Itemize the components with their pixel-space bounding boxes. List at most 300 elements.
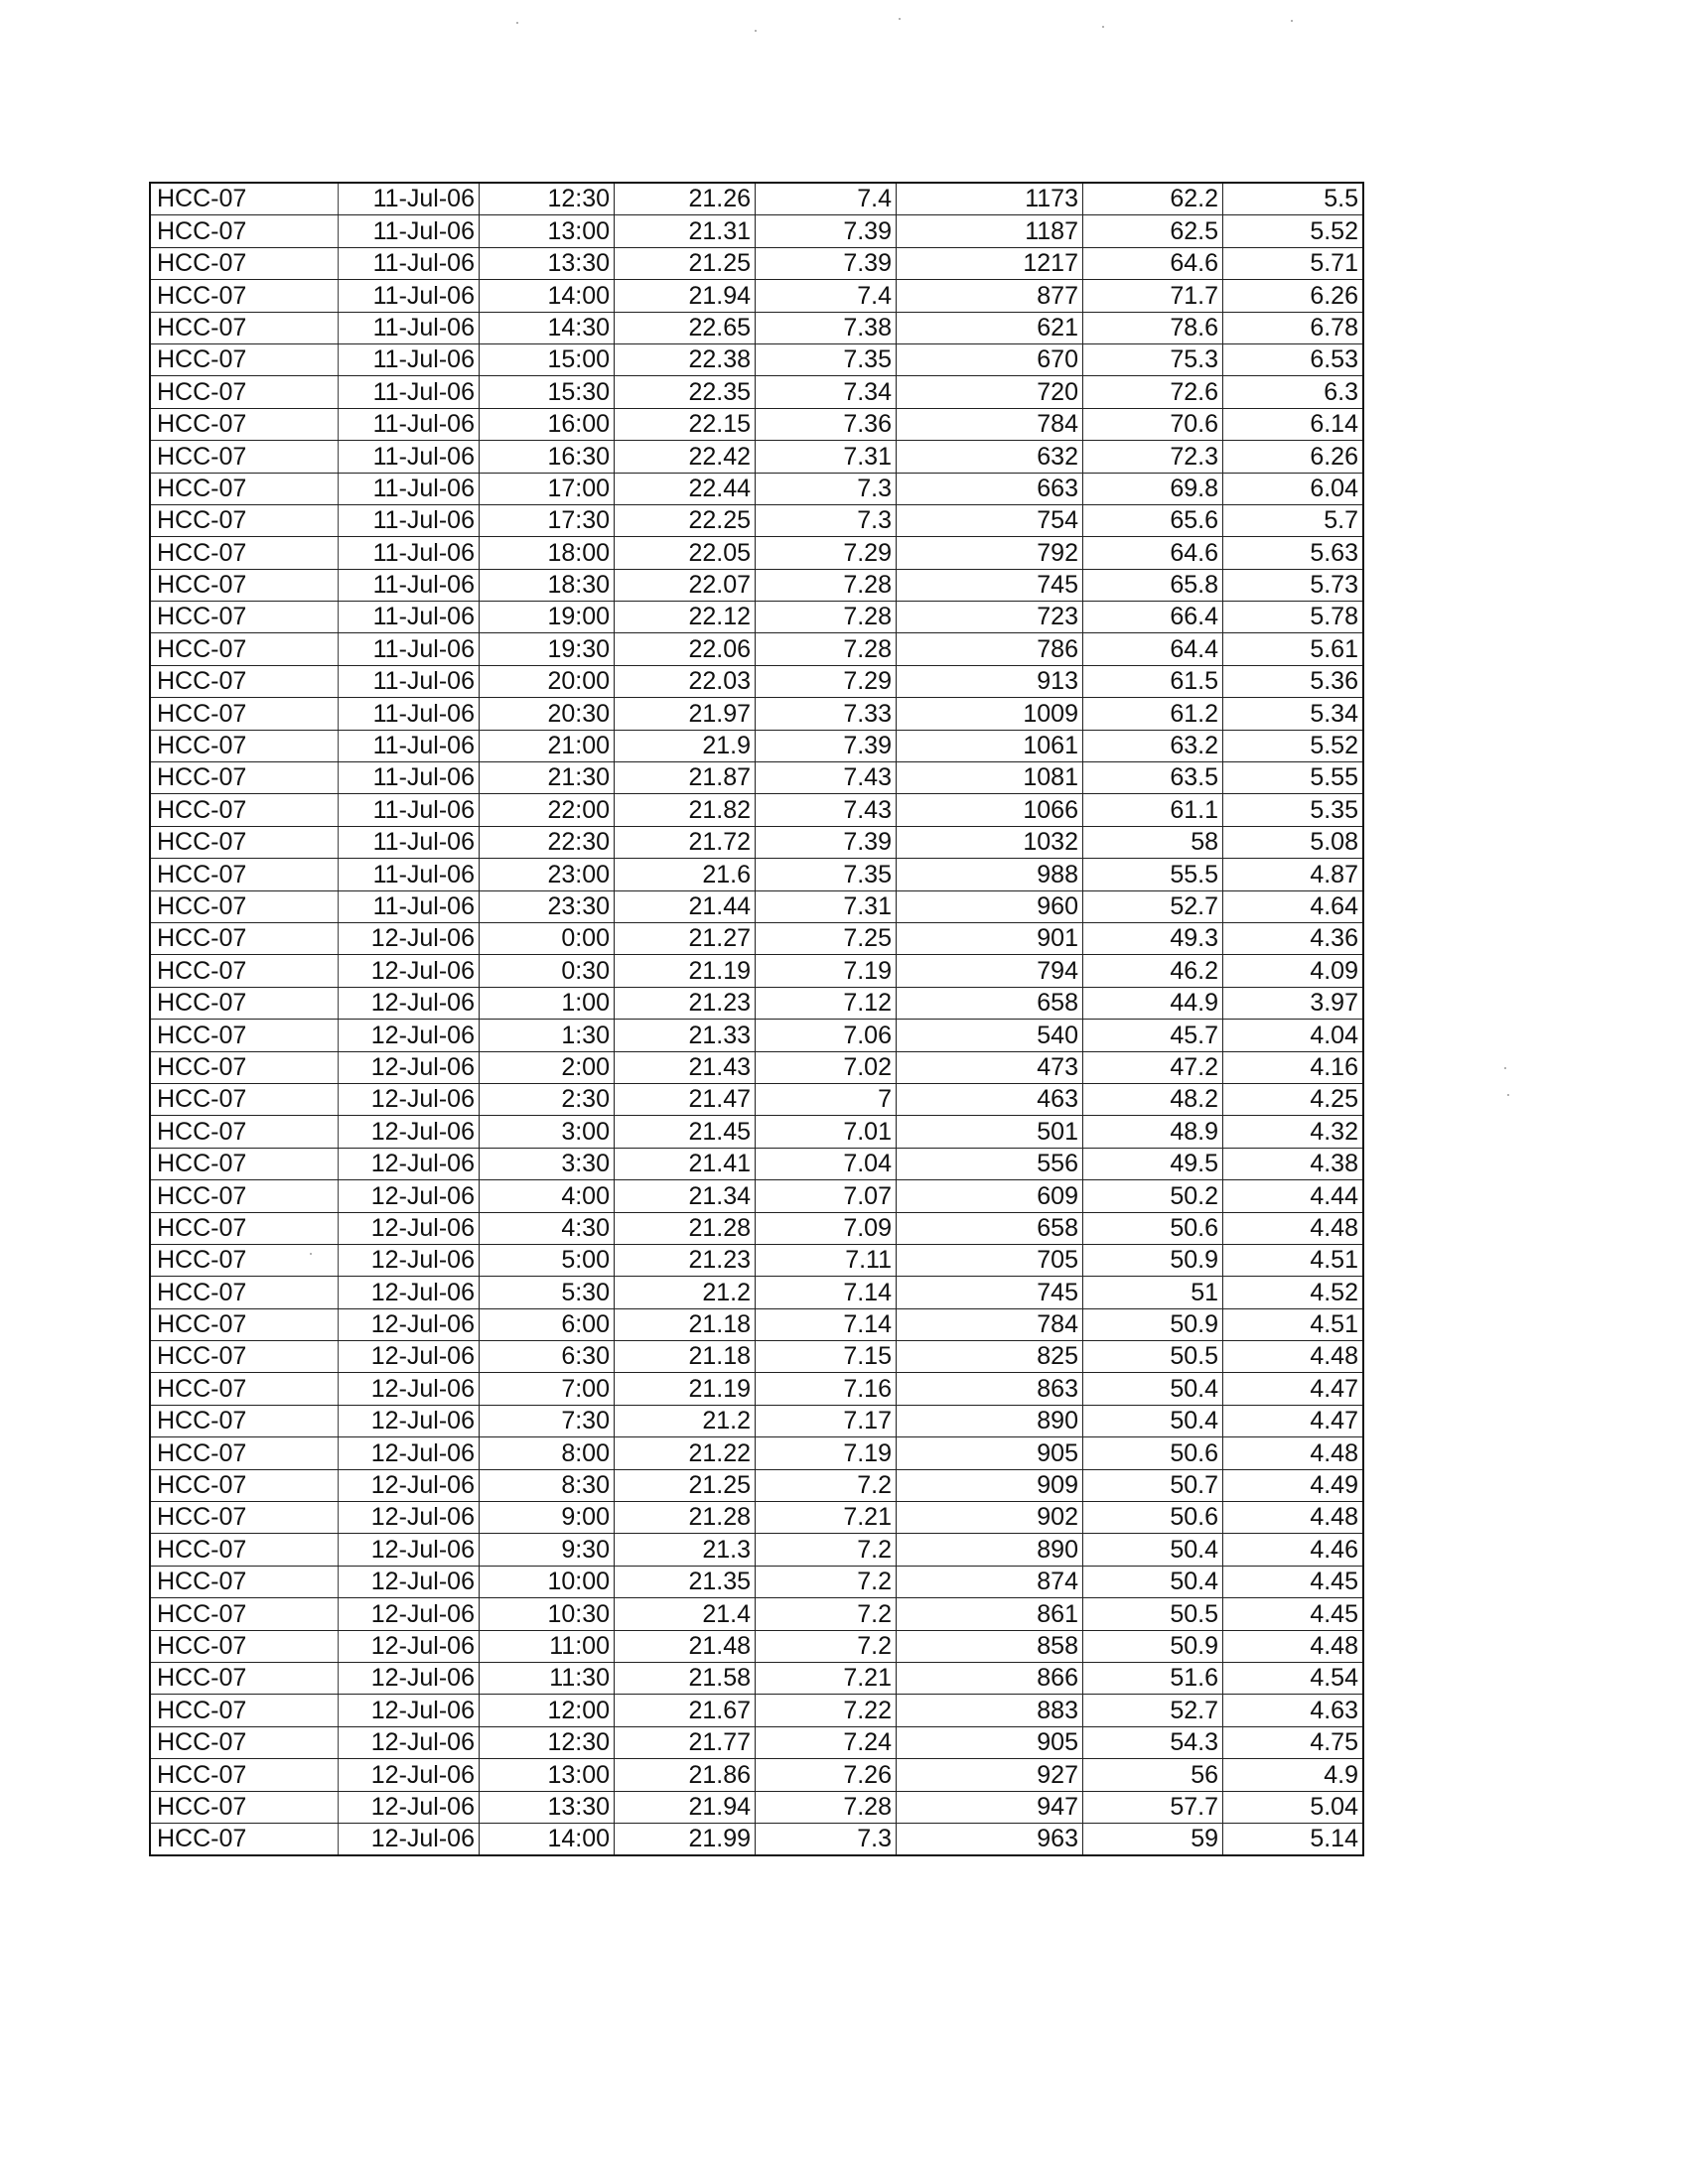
table-row [150, 1116, 1363, 1148]
temperature-cell: 22.12 [615, 602, 756, 633]
ph-cell: 7.12 [756, 987, 897, 1019]
conductivity-cell: 883 [897, 1695, 1083, 1726]
table-row [150, 1695, 1363, 1726]
ph-cell: 7.21 [756, 1502, 897, 1534]
table-row [150, 730, 1363, 761]
do-saturation-cell: 58 [1083, 826, 1223, 858]
conductivity-cell: 874 [897, 1566, 1083, 1597]
conductivity-cell: 902 [897, 1502, 1083, 1534]
date-cell: 11-Jul-06 [339, 537, 480, 569]
time-cell: 13:30 [480, 1791, 615, 1823]
ph-cell: 7.11 [756, 1244, 897, 1276]
time-cell: 23:30 [480, 890, 615, 922]
date-cell: 12-Jul-06 [339, 1212, 480, 1244]
temperature-cell: 21.2 [615, 1277, 756, 1308]
dissolved-oxygen-cell: 4.48 [1223, 1630, 1364, 1662]
site-id-cell: HCC-07 [150, 1502, 339, 1534]
conductivity-cell: 863 [897, 1373, 1083, 1405]
date-cell: 11-Jul-06 [339, 247, 480, 279]
dissolved-oxygen-cell: 4.09 [1223, 955, 1364, 987]
site-id-cell: HCC-07 [150, 1598, 339, 1630]
ph-cell: 7.29 [756, 665, 897, 697]
site-id-cell: HCC-07 [150, 1020, 339, 1051]
site-id-cell: HCC-07 [150, 1405, 339, 1436]
ph-cell: 7.34 [756, 376, 897, 408]
ph-cell: 7.07 [756, 1180, 897, 1212]
ph-cell: 7.15 [756, 1341, 897, 1373]
date-cell: 11-Jul-06 [339, 602, 480, 633]
site-id-cell: HCC-07 [150, 826, 339, 858]
site-id-cell: HCC-07 [150, 1373, 339, 1405]
time-cell: 22:30 [480, 826, 615, 858]
dissolved-oxygen-cell: 4.16 [1223, 1051, 1364, 1083]
do-saturation-cell: 47.2 [1083, 1051, 1223, 1083]
table-row [150, 859, 1363, 890]
site-id-cell: HCC-07 [150, 1148, 339, 1179]
table-row [150, 280, 1363, 312]
time-cell: 2:30 [480, 1083, 615, 1115]
site-id-cell: HCC-07 [150, 794, 339, 826]
site-id-cell: HCC-07 [150, 1695, 339, 1726]
site-id-cell: HCC-07 [150, 762, 339, 794]
ph-cell: 7.2 [756, 1566, 897, 1597]
time-cell: 20:30 [480, 698, 615, 730]
table-row [150, 537, 1363, 569]
ph-cell: 7.02 [756, 1051, 897, 1083]
date-cell: 11-Jul-06 [339, 312, 480, 343]
conductivity-cell: 786 [897, 633, 1083, 665]
conductivity-cell: 858 [897, 1630, 1083, 1662]
table-row [150, 408, 1363, 440]
site-id-cell: HCC-07 [150, 633, 339, 665]
time-cell: 12:00 [480, 1695, 615, 1726]
temperature-cell: 22.38 [615, 343, 756, 375]
conductivity-cell: 556 [897, 1148, 1083, 1179]
table-row [150, 1598, 1363, 1630]
conductivity-cell: 947 [897, 1791, 1083, 1823]
do-saturation-cell: 50.9 [1083, 1630, 1223, 1662]
do-saturation-cell: 50.5 [1083, 1341, 1223, 1373]
site-id-cell: HCC-07 [150, 1116, 339, 1148]
conductivity-cell: 705 [897, 1244, 1083, 1276]
time-cell: 22:00 [480, 794, 615, 826]
site-id-cell: HCC-07 [150, 1469, 339, 1501]
ph-cell: 7.2 [756, 1598, 897, 1630]
dissolved-oxygen-cell: 4.48 [1223, 1341, 1364, 1373]
dissolved-oxygen-cell: 5.52 [1223, 730, 1364, 761]
scan-speck [1504, 1067, 1506, 1069]
temperature-cell: 21.3 [615, 1534, 756, 1566]
time-cell: 10:00 [480, 1566, 615, 1597]
time-cell: 3:30 [480, 1148, 615, 1179]
dissolved-oxygen-cell: 4.45 [1223, 1566, 1364, 1597]
time-cell: 12:30 [480, 183, 615, 215]
temperature-cell: 22.42 [615, 441, 756, 473]
ph-cell: 7.09 [756, 1212, 897, 1244]
conductivity-cell: 784 [897, 408, 1083, 440]
do-saturation-cell: 50.6 [1083, 1502, 1223, 1534]
ph-cell: 7.4 [756, 183, 897, 215]
date-cell: 12-Jul-06 [339, 1341, 480, 1373]
ph-cell: 7.38 [756, 312, 897, 343]
temperature-cell: 22.25 [615, 504, 756, 536]
dissolved-oxygen-cell: 4.48 [1223, 1212, 1364, 1244]
date-cell: 12-Jul-06 [339, 1244, 480, 1276]
date-cell: 12-Jul-06 [339, 1116, 480, 1148]
dissolved-oxygen-cell: 4.04 [1223, 1020, 1364, 1051]
table-row [150, 1759, 1363, 1791]
do-saturation-cell: 49.3 [1083, 922, 1223, 954]
date-cell: 12-Jul-06 [339, 1020, 480, 1051]
conductivity-cell: 877 [897, 280, 1083, 312]
do-saturation-cell: 50.4 [1083, 1405, 1223, 1436]
dissolved-oxygen-cell: 5.7 [1223, 504, 1364, 536]
time-cell: 1:30 [480, 1020, 615, 1051]
table-row [150, 569, 1363, 601]
dissolved-oxygen-cell: 4.63 [1223, 1695, 1364, 1726]
temperature-cell: 21.27 [615, 922, 756, 954]
time-cell: 15:00 [480, 343, 615, 375]
site-id-cell: HCC-07 [150, 1726, 339, 1758]
dissolved-oxygen-cell: 5.14 [1223, 1823, 1364, 1855]
do-saturation-cell: 49.5 [1083, 1148, 1223, 1179]
temperature-cell: 21.41 [615, 1148, 756, 1179]
time-cell: 5:30 [480, 1277, 615, 1308]
dissolved-oxygen-cell: 6.04 [1223, 473, 1364, 504]
do-saturation-cell: 71.7 [1083, 280, 1223, 312]
dissolved-oxygen-cell: 4.54 [1223, 1662, 1364, 1694]
ph-cell: 7.22 [756, 1695, 897, 1726]
temperature-cell: 21.43 [615, 1051, 756, 1083]
temperature-cell: 22.05 [615, 537, 756, 569]
dissolved-oxygen-cell: 4.52 [1223, 1277, 1364, 1308]
ph-cell: 7.36 [756, 408, 897, 440]
dissolved-oxygen-cell: 6.53 [1223, 343, 1364, 375]
conductivity-cell: 745 [897, 1277, 1083, 1308]
conductivity-cell: 861 [897, 1598, 1083, 1630]
dissolved-oxygen-cell: 4.48 [1223, 1502, 1364, 1534]
date-cell: 11-Jul-06 [339, 698, 480, 730]
do-saturation-cell: 69.8 [1083, 473, 1223, 504]
temperature-cell: 21.58 [615, 1662, 756, 1694]
time-cell: 0:00 [480, 922, 615, 954]
date-cell: 12-Jul-06 [339, 1566, 480, 1597]
conductivity-cell: 621 [897, 312, 1083, 343]
conductivity-cell: 866 [897, 1662, 1083, 1694]
site-id-cell: HCC-07 [150, 537, 339, 569]
dissolved-oxygen-cell: 5.35 [1223, 794, 1364, 826]
time-cell: 18:30 [480, 569, 615, 601]
date-cell: 11-Jul-06 [339, 890, 480, 922]
conductivity-cell: 905 [897, 1726, 1083, 1758]
temperature-cell: 21.19 [615, 1373, 756, 1405]
do-saturation-cell: 50.9 [1083, 1308, 1223, 1340]
table-row [150, 1534, 1363, 1566]
time-cell: 6:00 [480, 1308, 615, 1340]
do-saturation-cell: 50.6 [1083, 1437, 1223, 1469]
ph-cell: 7.21 [756, 1662, 897, 1694]
date-cell: 12-Jul-06 [339, 1598, 480, 1630]
site-id-cell: HCC-07 [150, 698, 339, 730]
table-row [150, 762, 1363, 794]
time-cell: 12:30 [480, 1726, 615, 1758]
site-id-cell: HCC-07 [150, 215, 339, 247]
ph-cell: 7.28 [756, 569, 897, 601]
site-id-cell: HCC-07 [150, 1051, 339, 1083]
temperature-cell: 21.47 [615, 1083, 756, 1115]
ph-cell: 7.26 [756, 1759, 897, 1791]
do-saturation-cell: 70.6 [1083, 408, 1223, 440]
scan-speck [1102, 26, 1104, 28]
ph-cell: 7.19 [756, 1437, 897, 1469]
do-saturation-cell: 61.1 [1083, 794, 1223, 826]
temperature-cell: 22.06 [615, 633, 756, 665]
dissolved-oxygen-cell: 5.63 [1223, 537, 1364, 569]
time-cell: 1:00 [480, 987, 615, 1019]
do-saturation-cell: 51.6 [1083, 1662, 1223, 1694]
dissolved-oxygen-cell: 4.87 [1223, 859, 1364, 890]
dissolved-oxygen-cell: 4.51 [1223, 1244, 1364, 1276]
site-id-cell: HCC-07 [150, 1630, 339, 1662]
table-row [150, 794, 1363, 826]
date-cell: 12-Jul-06 [339, 1662, 480, 1694]
temperature-cell: 22.03 [615, 665, 756, 697]
dissolved-oxygen-cell: 4.9 [1223, 1759, 1364, 1791]
dissolved-oxygen-cell: 4.25 [1223, 1083, 1364, 1115]
date-cell: 12-Jul-06 [339, 1630, 480, 1662]
dissolved-oxygen-cell: 5.34 [1223, 698, 1364, 730]
site-id-cell: HCC-07 [150, 473, 339, 504]
ph-cell: 7.39 [756, 826, 897, 858]
temperature-cell: 21.23 [615, 1244, 756, 1276]
temperature-cell: 21.9 [615, 730, 756, 761]
date-cell: 11-Jul-06 [339, 504, 480, 536]
temperature-cell: 21.34 [615, 1180, 756, 1212]
date-cell: 11-Jul-06 [339, 633, 480, 665]
table-row [150, 1180, 1363, 1212]
ph-cell: 7.06 [756, 1020, 897, 1051]
ph-cell: 7.4 [756, 280, 897, 312]
temperature-cell: 21.25 [615, 1469, 756, 1501]
date-cell: 12-Jul-06 [339, 1469, 480, 1501]
date-cell: 12-Jul-06 [339, 1051, 480, 1083]
table-row [150, 1244, 1363, 1276]
temperature-cell: 21.48 [615, 1630, 756, 1662]
ph-cell: 7.39 [756, 730, 897, 761]
do-saturation-cell: 59 [1083, 1823, 1223, 1855]
date-cell: 11-Jul-06 [339, 665, 480, 697]
temperature-cell: 21.4 [615, 1598, 756, 1630]
time-cell: 6:30 [480, 1341, 615, 1373]
do-saturation-cell: 64.6 [1083, 247, 1223, 279]
dissolved-oxygen-cell: 6.3 [1223, 376, 1364, 408]
ph-cell: 7.3 [756, 473, 897, 504]
conductivity-cell: 1173 [897, 183, 1083, 215]
table-row [150, 1502, 1363, 1534]
ph-cell: 7.28 [756, 602, 897, 633]
ph-cell: 7.39 [756, 215, 897, 247]
dissolved-oxygen-cell: 5.73 [1223, 569, 1364, 601]
dissolved-oxygen-cell: 4.47 [1223, 1373, 1364, 1405]
site-id-cell: HCC-07 [150, 730, 339, 761]
time-cell: 13:00 [480, 1759, 615, 1791]
temperature-cell: 22.35 [615, 376, 756, 408]
scan-speck [1291, 20, 1293, 22]
conductivity-cell: 501 [897, 1116, 1083, 1148]
table-row [150, 312, 1363, 343]
site-id-cell: HCC-07 [150, 1277, 339, 1308]
conductivity-cell: 540 [897, 1020, 1083, 1051]
time-cell: 8:00 [480, 1437, 615, 1469]
site-id-cell: HCC-07 [150, 1662, 339, 1694]
temperature-cell: 21.33 [615, 1020, 756, 1051]
date-cell: 11-Jul-06 [339, 569, 480, 601]
table-row [150, 343, 1363, 375]
time-cell: 18:00 [480, 537, 615, 569]
conductivity-cell: 632 [897, 441, 1083, 473]
temperature-cell: 21.94 [615, 280, 756, 312]
site-id-cell: HCC-07 [150, 408, 339, 440]
temperature-cell: 21.67 [615, 1695, 756, 1726]
temperature-cell: 21.18 [615, 1341, 756, 1373]
do-saturation-cell: 52.7 [1083, 1695, 1223, 1726]
table-row [150, 473, 1363, 504]
time-cell: 10:30 [480, 1598, 615, 1630]
table-row [150, 1630, 1363, 1662]
date-cell: 11-Jul-06 [339, 730, 480, 761]
ph-cell: 7.29 [756, 537, 897, 569]
site-id-cell: HCC-07 [150, 441, 339, 473]
site-id-cell: HCC-07 [150, 1791, 339, 1823]
ph-cell: 7.31 [756, 441, 897, 473]
date-cell: 12-Jul-06 [339, 1534, 480, 1566]
temperature-cell: 21.6 [615, 859, 756, 890]
time-cell: 4:30 [480, 1212, 615, 1244]
ph-cell: 7.35 [756, 343, 897, 375]
table-row [150, 1083, 1363, 1115]
do-saturation-cell: 63.5 [1083, 762, 1223, 794]
scan-speck [1507, 1094, 1509, 1096]
temperature-cell: 21.31 [615, 215, 756, 247]
table-row [150, 922, 1363, 954]
do-saturation-cell: 44.9 [1083, 987, 1223, 1019]
ph-cell: 7.3 [756, 504, 897, 536]
time-cell: 17:30 [480, 504, 615, 536]
site-id-cell: HCC-07 [150, 602, 339, 633]
temperature-cell: 21.82 [615, 794, 756, 826]
ph-cell: 7.35 [756, 859, 897, 890]
dissolved-oxygen-cell: 4.49 [1223, 1469, 1364, 1501]
table-row [150, 1437, 1363, 1469]
date-cell: 12-Jul-06 [339, 1502, 480, 1534]
ph-cell: 7.16 [756, 1373, 897, 1405]
time-cell: 9:00 [480, 1502, 615, 1534]
date-cell: 12-Jul-06 [339, 1823, 480, 1855]
conductivity-cell: 1066 [897, 794, 1083, 826]
dissolved-oxygen-cell: 6.26 [1223, 280, 1364, 312]
site-id-cell: HCC-07 [150, 922, 339, 954]
date-cell: 11-Jul-06 [339, 280, 480, 312]
table-row [150, 376, 1363, 408]
table-row [150, 633, 1363, 665]
conductivity-cell: 905 [897, 1437, 1083, 1469]
site-id-cell: HCC-07 [150, 1823, 339, 1855]
conductivity-cell: 927 [897, 1759, 1083, 1791]
table-row [150, 890, 1363, 922]
table-row [150, 1469, 1363, 1501]
time-cell: 16:30 [480, 441, 615, 473]
conductivity-cell: 792 [897, 537, 1083, 569]
time-cell: 8:30 [480, 1469, 615, 1501]
temperature-cell: 21.28 [615, 1212, 756, 1244]
do-saturation-cell: 57.7 [1083, 1791, 1223, 1823]
dissolved-oxygen-cell: 4.75 [1223, 1726, 1364, 1758]
do-saturation-cell: 62.5 [1083, 215, 1223, 247]
ph-cell: 7.43 [756, 762, 897, 794]
conductivity-cell: 658 [897, 1212, 1083, 1244]
date-cell: 11-Jul-06 [339, 794, 480, 826]
do-saturation-cell: 50.7 [1083, 1469, 1223, 1501]
conductivity-cell: 663 [897, 473, 1083, 504]
table-row [150, 1277, 1363, 1308]
time-cell: 14:00 [480, 280, 615, 312]
time-cell: 21:30 [480, 762, 615, 794]
do-saturation-cell: 50.5 [1083, 1598, 1223, 1630]
do-saturation-cell: 61.5 [1083, 665, 1223, 697]
site-id-cell: HCC-07 [150, 1244, 339, 1276]
dissolved-oxygen-cell: 5.61 [1223, 633, 1364, 665]
date-cell: 11-Jul-06 [339, 762, 480, 794]
dissolved-oxygen-cell: 5.71 [1223, 247, 1364, 279]
do-saturation-cell: 66.4 [1083, 602, 1223, 633]
site-id-cell: HCC-07 [150, 1180, 339, 1212]
do-saturation-cell: 50.6 [1083, 1212, 1223, 1244]
scan-speck [899, 18, 901, 20]
time-cell: 13:00 [480, 215, 615, 247]
site-id-cell: HCC-07 [150, 859, 339, 890]
ph-cell: 7.31 [756, 890, 897, 922]
do-saturation-cell: 75.3 [1083, 343, 1223, 375]
do-saturation-cell: 51 [1083, 1277, 1223, 1308]
table-row [150, 602, 1363, 633]
temperature-cell: 21.87 [615, 762, 756, 794]
do-saturation-cell: 50.4 [1083, 1534, 1223, 1566]
conductivity-cell: 463 [897, 1083, 1083, 1115]
date-cell: 12-Jul-06 [339, 1759, 480, 1791]
date-cell: 11-Jul-06 [339, 183, 480, 215]
do-saturation-cell: 72.3 [1083, 441, 1223, 473]
time-cell: 4:00 [480, 1180, 615, 1212]
time-cell: 20:00 [480, 665, 615, 697]
table-row [150, 183, 1363, 215]
dissolved-oxygen-cell: 4.48 [1223, 1437, 1364, 1469]
dissolved-oxygen-cell: 5.04 [1223, 1791, 1364, 1823]
date-cell: 12-Jul-06 [339, 1308, 480, 1340]
dissolved-oxygen-cell: 4.46 [1223, 1534, 1364, 1566]
conductivity-cell: 1187 [897, 215, 1083, 247]
table-row [150, 698, 1363, 730]
ph-cell: 7.14 [756, 1277, 897, 1308]
dissolved-oxygen-cell: 5.55 [1223, 762, 1364, 794]
date-cell: 12-Jul-06 [339, 1695, 480, 1726]
table-row [150, 1726, 1363, 1758]
site-id-cell: HCC-07 [150, 1083, 339, 1115]
time-cell: 19:30 [480, 633, 615, 665]
do-saturation-cell: 64.6 [1083, 537, 1223, 569]
table-row [150, 215, 1363, 247]
time-cell: 9:30 [480, 1534, 615, 1566]
conductivity-cell: 963 [897, 1823, 1083, 1855]
